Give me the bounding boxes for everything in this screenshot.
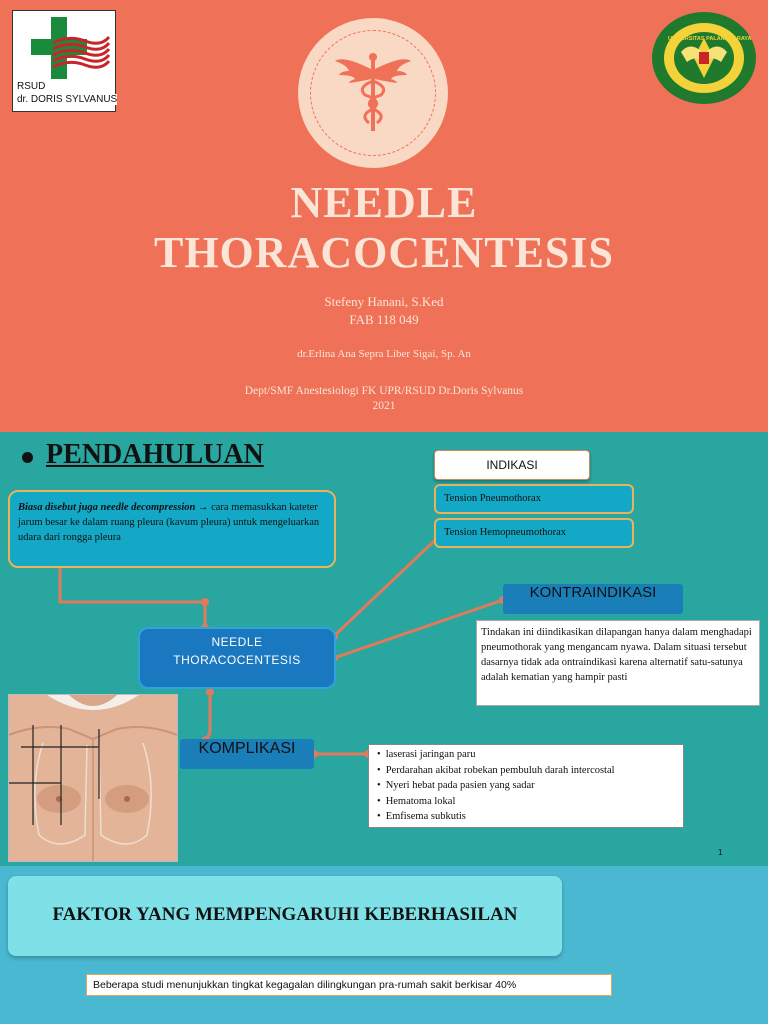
university-seal-ring-text: UNIVERSITAS PALANGKARAYA — [668, 36, 752, 42]
caduceus-icon — [333, 51, 413, 135]
title-slide — [0, 0, 768, 432]
supervisor-name: dr.Erlina Ana Sepra Liber Sigai, Sp. An — [297, 348, 471, 360]
center-node-line1: NEEDLE — [211, 635, 263, 649]
kontraindikasi-label: KONTRAINDIKASI — [503, 584, 683, 614]
page-number: 1 — [718, 848, 723, 857]
factors-slide — [0, 866, 768, 1024]
medical-emblem — [298, 18, 448, 168]
red-stripes-icon — [49, 33, 111, 69]
mindmap-slide — [0, 432, 768, 866]
chest-illustration-icon — [9, 695, 177, 861]
arrow-icon: → — [197, 502, 209, 513]
intro-lead: Biasa disebut juga needle decompression — [18, 502, 196, 513]
university-seal-icon — [651, 10, 757, 106]
presentation-title — [0, 178, 768, 278]
factors-text: Beberapa studi menunjukkan tingkat kegagalan dilingkungan pra-rumah sakit berkisar 40% — [86, 974, 612, 996]
intro-box — [8, 490, 336, 568]
intro-text: cara memasukkan kateter jarum besar ke dalam ruang pleura (kavum pleura) untuk mengeluarkan udara dari rongga pleura — [18, 502, 320, 543]
komplikasi-list — [368, 744, 684, 828]
title-line-2: THORACOCENTESIS — [153, 228, 614, 277]
list-item: • laserasi jaringan paru — [387, 747, 677, 763]
list-item: • Hematoma lokal — [387, 794, 677, 810]
indikasi-label: INDIKASI — [434, 450, 590, 480]
list-item: • Nyeri hebat pada pasien yang sadar — [387, 778, 677, 794]
rsud-logo — [12, 10, 116, 112]
indikasi-item: Tension Pneumothorax — [434, 484, 634, 514]
department-name: Dept/SMF Anestesiologi FK UPR/RSUD Dr.Doris Sylvanus — [244, 385, 524, 397]
list-item: • Perdarahan akibat robekan pembuluh darah intercostal — [387, 763, 677, 779]
komplikasi-label: KOMPLIKASI — [180, 739, 314, 769]
indikasi-item: Tension Hemopneumothorax — [434, 518, 634, 548]
year: 2021 — [372, 400, 396, 412]
kontraindikasi-text: Tindakan ini diindikasikan dilapangan hanya dalam menghadapi pneumothorak yang mengancam nyawa. Dalam situasi tersebut dasarnya tidak ada ontraindikasi karena alternatif satu-satunya adalah kematian yang hampir pasti — [476, 620, 760, 706]
center-node — [140, 629, 334, 687]
heading-bullet-icon — [22, 452, 33, 463]
author-name: Stefeny Hanani, S.Ked — [324, 294, 444, 309]
list-item: • Emfisema subkutis — [387, 809, 677, 825]
factors-title: FAKTOR YANG MEMPENGARUHI KEBERHASILAN — [52, 904, 518, 925]
factors-title-box — [8, 876, 562, 956]
section-heading: PENDAHULUAN — [46, 439, 264, 470]
chest-photo — [8, 694, 178, 862]
title-line-1: NEEDLE — [290, 178, 478, 227]
logo-text-line1: RSUD — [17, 81, 46, 92]
logo-text-line2: dr. DORIS SYLVANUS — [17, 94, 118, 105]
student-id: FAB 118 049 — [349, 312, 419, 327]
center-node-line2: THORACOCENTESIS — [173, 653, 301, 667]
